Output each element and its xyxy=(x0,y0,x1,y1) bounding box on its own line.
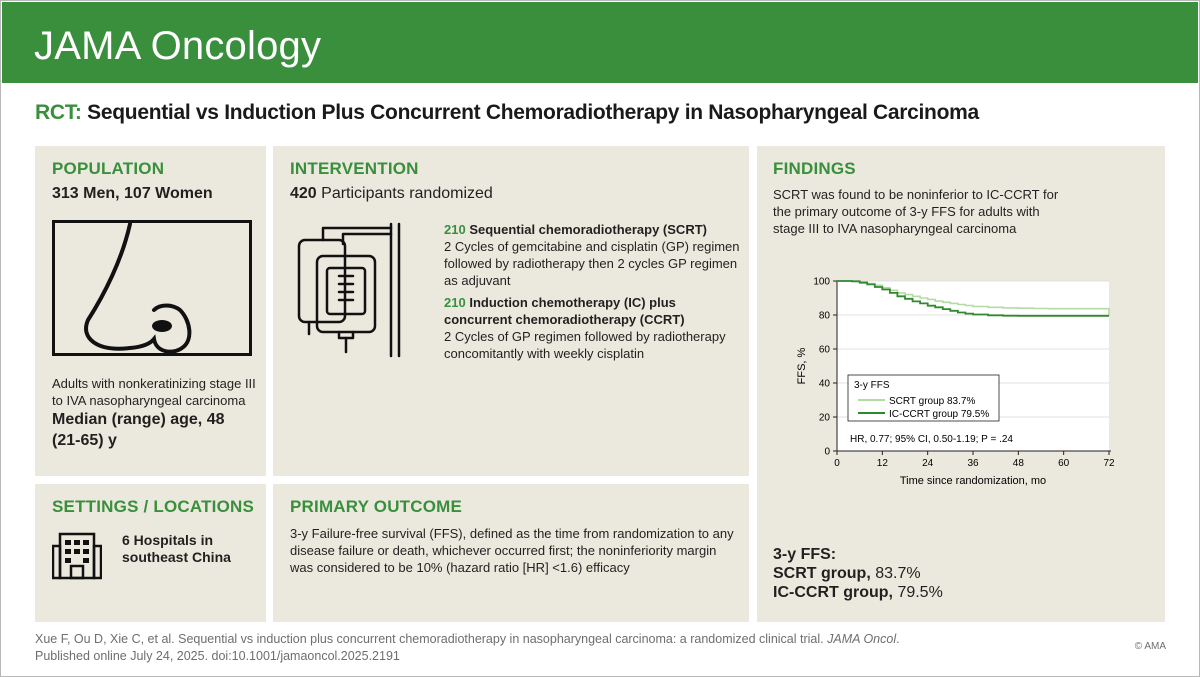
x-tick-label: 0 xyxy=(834,458,840,469)
findings-summary: SCRT was found to be noninferior to IC-CCRT for the primary outcome of 3-y FFS for adults with stage III to IVA nasopharyngeal carcinoma xyxy=(773,187,1059,236)
kaplan-meier-chart xyxy=(757,266,1165,496)
population-heading: POPULATION xyxy=(52,159,165,178)
hospital-building-icon xyxy=(52,530,102,580)
primary-outcome-text: 3-y Failure-free survival (FFS), defined as the time from randomization to any disease failure or death, whichever occurred first; the noninferiority margin was considered to be 10% (hazard ratio [HR] <1.6) efficacy xyxy=(290,526,734,575)
primary-outcome-panel xyxy=(273,484,749,622)
population-age: Median (range) age, 48 (21-65) y xyxy=(52,411,225,449)
y-axis-label: FFS, % xyxy=(796,347,808,385)
settings-heading: SETTINGS / LOCATIONS xyxy=(52,497,255,516)
citation: Xue F, Ou D, Xie C, et al. Sequential vs induction plus concurrent chemoradiotherapy in nasopharyngeal carcinoma: a randomized clinical trial. JAMA Oncol. Published online July 24, 2025. doi:10.1001/jamaoncol.2025.2191 xyxy=(35,632,900,663)
arm2-block xyxy=(444,294,740,362)
result-ccrt-label: IC-CCRT group, xyxy=(773,584,893,601)
population-description: Adults with nonkeratinizing stage III to IVA nasopharyngeal carcinoma xyxy=(52,376,256,408)
chart-annotation: HR, 0.77; 95% CI, 0.50-1.19; P = .24 xyxy=(850,434,1013,445)
legend-label-ccrt: IC-CCRT group 79.5% xyxy=(889,409,990,420)
population-panel xyxy=(35,146,266,476)
legend-label-scrt: SCRT group 83.7% xyxy=(889,396,976,407)
result-scrt-label: SCRT group, xyxy=(773,565,871,582)
result-scrt-value: 83.7% xyxy=(875,565,921,582)
legend-title: 3-y FFS xyxy=(854,380,890,391)
result-heading: 3-y FFS: xyxy=(773,546,837,563)
arm2-description: 2 Cycles of GP regimen followed by radiotherapy concomitantly with weekly cisplatin xyxy=(444,329,726,361)
x-tick-label: 24 xyxy=(922,458,934,469)
y-tick-label: 40 xyxy=(818,378,830,390)
intervention-heading: INTERVENTION xyxy=(290,159,419,178)
findings-panel xyxy=(757,146,1165,622)
page-title xyxy=(35,101,979,125)
x-tick-label: 72 xyxy=(1103,458,1115,469)
citation-published: Published online July 24, 2025. doi:10.1001/jamaoncol.2025.2191 xyxy=(35,649,400,663)
result-ccrt xyxy=(773,582,943,603)
y-tick-label: 20 xyxy=(818,412,830,424)
arm1-block xyxy=(444,221,740,289)
arm1-description: 2 Cycles of gemcitabine and cisplatin (GP) regimen followed by radiotherapy then 2 cycles GP regimen as adjuvant xyxy=(444,239,740,288)
x-tick-label: 48 xyxy=(1012,458,1024,469)
y-tick-label: 100 xyxy=(813,276,830,288)
settings-panel xyxy=(35,484,266,622)
iv-bag-icon xyxy=(295,220,405,360)
citation-text: Xue F, Ou D, Xie C, et al. Sequential vs induction plus concurrent chemoradiotherapy in nasopharyngeal carcinoma: a randomized clinical trial. xyxy=(35,632,824,646)
arm2-name: Induction chemotherapy (IC) plus concurrent chemoradiotherapy (CCRT) xyxy=(444,295,685,327)
randomized-number: 420 xyxy=(290,185,317,202)
title-text: Sequential vs Induction Plus Concurrent Chemoradiotherapy in Nasopharyngeal Carcinoma xyxy=(87,101,979,124)
y-tick-label: 0 xyxy=(824,446,830,458)
findings-heading: FINDINGS xyxy=(773,159,856,178)
citation-journal: JAMA Oncol xyxy=(827,632,897,646)
settings-text: 6 Hospitals in southeast China xyxy=(122,532,231,565)
x-tick-label: 12 xyxy=(876,458,888,469)
intervention-panel xyxy=(273,146,749,476)
x-tick-label: 36 xyxy=(967,458,979,469)
result-ccrt-value: 79.5% xyxy=(897,584,943,601)
journal-banner xyxy=(2,2,1198,83)
x-tick-label: 60 xyxy=(1058,458,1070,469)
population-counts: 313 Men, 107 Women xyxy=(52,185,213,202)
arm1-number: 210 xyxy=(444,222,466,237)
arm2-number: 210 xyxy=(444,295,466,310)
title-prefix: RCT: xyxy=(35,101,82,124)
arm1-name: Sequential chemoradiotherapy (SCRT) xyxy=(469,222,707,237)
participants-randomized xyxy=(290,183,493,204)
x-axis-label: Time since randomization, mo xyxy=(899,475,1047,487)
primary-outcome-heading: PRIMARY OUTCOME xyxy=(290,497,463,516)
result-scrt xyxy=(773,563,921,584)
journal-title: JAMA Oncology xyxy=(34,24,322,68)
randomized-label: Participants randomized xyxy=(321,185,493,202)
nose-icon xyxy=(52,220,252,356)
y-tick-label: 60 xyxy=(818,344,830,356)
y-tick-label: 80 xyxy=(818,310,830,322)
copyright: © AMA xyxy=(1134,641,1166,652)
